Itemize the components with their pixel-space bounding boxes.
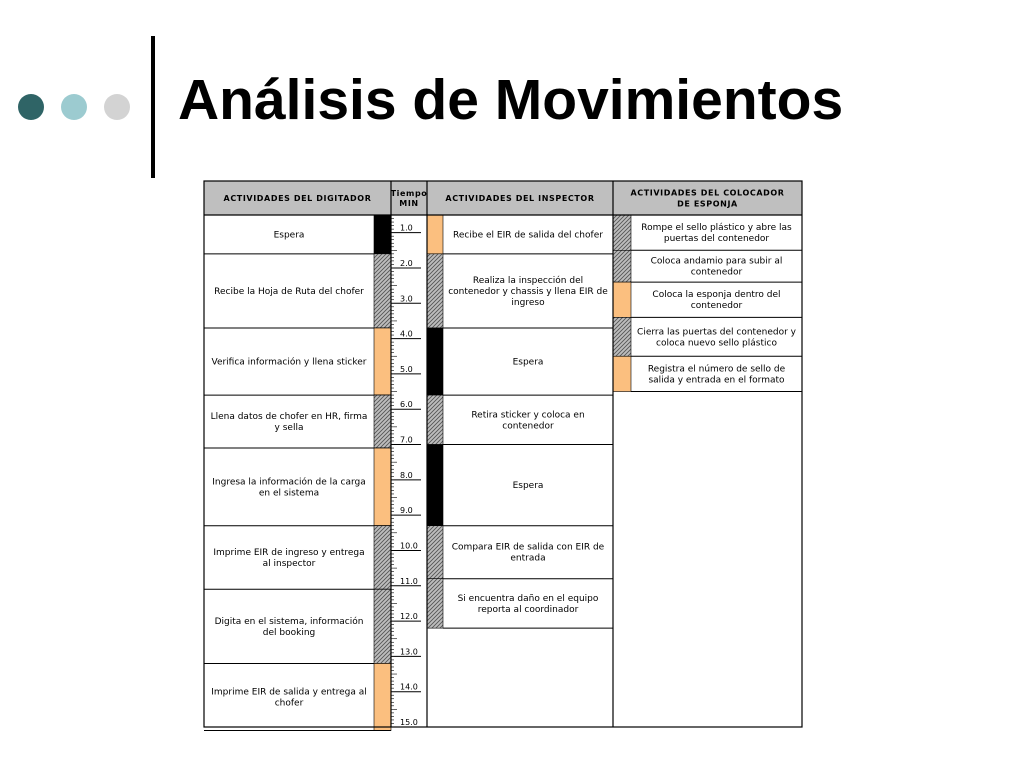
column-header: ACTIVIDADES DEL DIGITADOR [223, 194, 372, 203]
activity-label: Espera [273, 230, 305, 241]
activity-label: Retira sticker y coloca en contenedor [471, 410, 585, 432]
time-tick-label: 12.0 [400, 612, 418, 622]
activity-bar [374, 663, 391, 730]
time-tick-label: 1.0 [400, 223, 413, 233]
slide-title: Análisis de Movimientos [178, 68, 844, 132]
activity-bar [427, 254, 443, 328]
activity-bar [374, 448, 391, 526]
activity-label: Realiza la inspección del contenedor y chassis y llena EIR de ingreso [448, 275, 608, 308]
activity-bar [374, 526, 391, 590]
activity-bar [427, 526, 443, 579]
activity-label: Cierra las puertas del contenedor y coloca nuevo sello plástico [637, 327, 796, 349]
time-tick-label: 7.0 [400, 435, 413, 445]
time-tick-label: 3.0 [400, 294, 413, 304]
activity-bar [427, 445, 443, 526]
time-tick-label: 8.0 [400, 470, 413, 480]
activity-label: Recibe la Hoja de Ruta del chofer [214, 286, 364, 297]
time-column-header: Tiempo MIN [390, 189, 428, 208]
time-tick-label: 5.0 [400, 364, 413, 374]
time-tick-label: 9.0 [400, 506, 413, 516]
activity-bar [427, 215, 443, 254]
activity-label: Digita en el sistema, información del booking [214, 616, 364, 638]
activity-bar [374, 254, 391, 328]
time-tick-label: 4.0 [400, 329, 413, 339]
activity-bar [427, 395, 443, 444]
activity-label: Imprime EIR de ingreso y entrega al inspector [213, 548, 365, 570]
activity-label: Coloca andamio para subir al contenedor [650, 256, 783, 278]
column-header: ACTIVIDADES DEL INSPECTOR [445, 194, 595, 203]
activity-bar [613, 250, 631, 282]
time-tick-label: 13.0 [400, 647, 418, 657]
activity-label: Rompe el sello plástico y abre las puertas del contenedor [641, 223, 792, 245]
activity-bar [613, 317, 631, 356]
activity-label: Coloca la esponja dentro del contenedor [652, 290, 781, 312]
time-tick-label: 6.0 [400, 400, 413, 410]
activity-label: Imprime EIR de salida y entrega al chofer [211, 687, 367, 709]
activity-bar [427, 328, 443, 395]
time-tick-label: 2.0 [400, 258, 413, 268]
activity-label: Espera [512, 481, 544, 492]
activity-bar [427, 579, 443, 628]
activity-label: Registra el número de sello de salida y entrada en el formato [647, 364, 786, 386]
activity-bar [613, 356, 631, 391]
activity-bar [374, 215, 391, 254]
activity-bar [374, 395, 391, 448]
column-header: ACTIVIDADES DEL COLOCADOR DE ESPONJA [630, 188, 785, 209]
time-tick-label: 14.0 [400, 682, 418, 692]
time-tick-label: 11.0 [400, 576, 418, 586]
activity-label: Compara EIR de salida con EIR de entrada [451, 542, 605, 564]
activity-label: Verifica información y llena sticker [211, 357, 367, 368]
activity-label: Llena datos de chofer en HR, firma y sella [210, 412, 368, 434]
activity-label: Espera [512, 357, 544, 368]
activity-bar [374, 589, 391, 663]
activity-label: Si encuentra daño en el equipo reporta al coordinador [457, 593, 599, 615]
activity-label: Recibe el EIR de salida del chofer [453, 230, 603, 241]
activity-bar [613, 215, 631, 250]
activity-label: Ingresa la información de la carga en el sistema [212, 477, 366, 499]
activity-bar [613, 282, 631, 317]
time-tick-label: 15.0 [400, 718, 418, 727]
time-tick-label: 10.0 [400, 541, 418, 551]
activity-bar [374, 328, 391, 395]
